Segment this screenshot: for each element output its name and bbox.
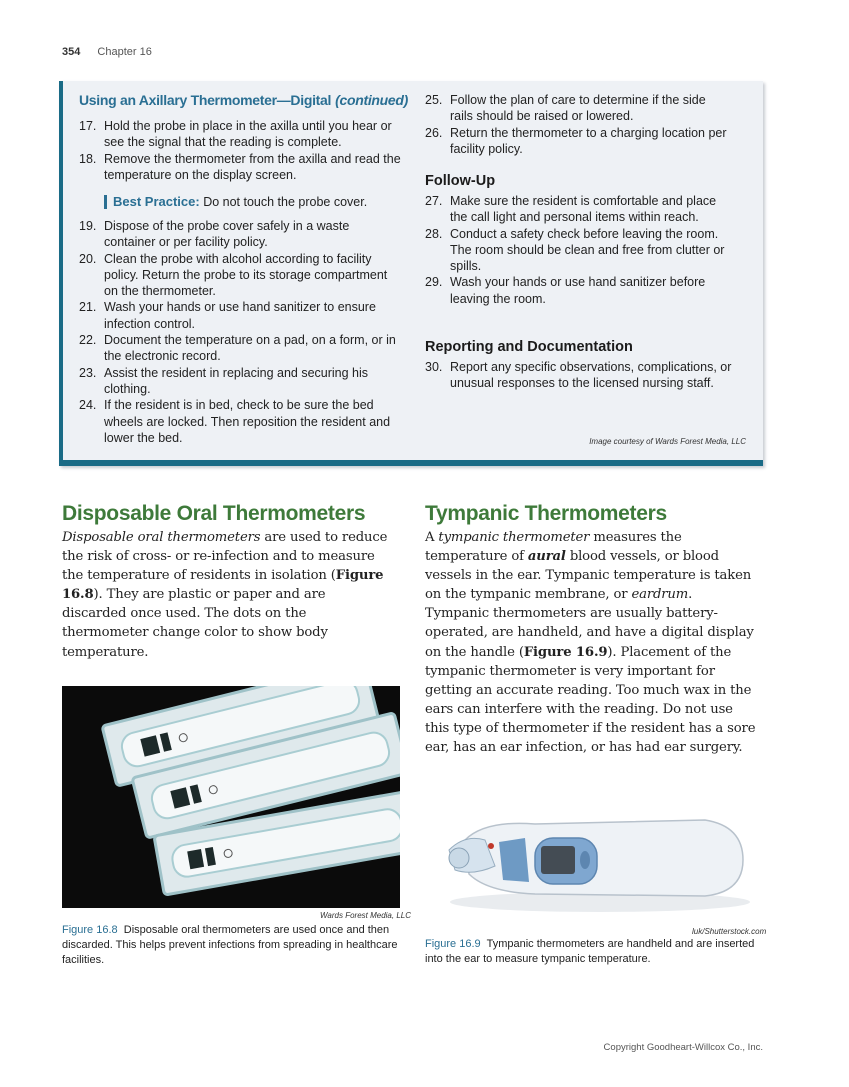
followup-heading: Follow-Up [425, 173, 496, 189]
step-number: 27. [425, 194, 443, 208]
text-run: blood vessels, or blood vessels in the ear. Tympanic temperature is taken on the tympanic membrane, or [425, 549, 752, 603]
step-number: 18. [79, 151, 97, 166]
steps-list-right-c [425, 359, 755, 392]
term: eardrum [631, 587, 689, 603]
steps-list-right-a [425, 92, 730, 157]
step-text: Dispose of the probe cover safely in a waste container or per facility policy. [104, 219, 350, 250]
step-item [79, 151, 401, 184]
step-number: 19. [79, 219, 97, 233]
step-item [425, 193, 730, 226]
caption-text: Tympanic thermometers are handheld and are inserted into the ear to measure tympanic temperature. [425, 938, 755, 965]
step-item [79, 299, 401, 332]
page-number: 354 [62, 46, 81, 58]
steps-list-right-b [425, 193, 730, 307]
figure-16-9-caption [425, 937, 763, 967]
steps-list-left-b [79, 218, 401, 446]
figure-label: Figure 16.8 [62, 924, 118, 936]
figure-reference: Figure 16.9 [523, 644, 608, 660]
paragraph-disposable [62, 528, 392, 662]
step-text: Follow the plan of care to determine if the side rails should be raised or lowered. [450, 93, 706, 124]
figure-16-8-credit: Wards Forest Media, LLC [320, 911, 411, 920]
step-item [425, 359, 755, 392]
step-text: Clean the probe with alcohol according to facility policy. Return the probe to its storage compartment on the thermometer. [104, 251, 388, 299]
step-text: Wash your hands or use hand sanitizer to ensure infection control. [104, 300, 376, 331]
step-number: 20. [79, 251, 97, 266]
step-text: Document the temperature on a pad, on a form, or in the electronic record. [104, 333, 396, 364]
disposable-thermometers-photo [62, 686, 400, 908]
step-text: If the resident is in bed, check to be sure the bed wheels are locked. Then reposition the resident and lower the bed. [104, 398, 391, 445]
copyright-footer: Copyright Goodheart-Willcox Co., Inc. [603, 1042, 763, 1053]
step-item [79, 332, 401, 365]
step-number: 28. [425, 226, 443, 241]
chapter-label: Chapter 16 [97, 46, 152, 58]
step-item [79, 118, 401, 151]
term: Disposable oral thermometers [62, 530, 261, 545]
step-text: Make sure the resident is comfortable and place the call light and personal items within reach. [450, 194, 717, 225]
text-run: measures the temperature of [425, 530, 682, 565]
figure-label: Figure 16.9 [425, 938, 481, 950]
steps-list-left-a [79, 118, 401, 183]
paragraph-tympanic [425, 528, 757, 757]
step-item [79, 251, 401, 300]
best-practice-label: Best Practice: [113, 194, 200, 209]
tympanic-thermometer-photo [425, 790, 763, 920]
figure-16-9-credit: luk/Shutterstock.com [692, 927, 767, 936]
step-number: 22. [79, 333, 97, 348]
step-item [79, 218, 401, 251]
best-practice-note [104, 195, 367, 209]
step-text: Remove the thermometer from the axilla and read the temperature on the display screen. [104, 151, 401, 182]
procedure-title-suffix: (continued) [335, 92, 409, 108]
figure-16-8-caption [62, 923, 400, 968]
step-text: Return the thermometer to a charging location per facility policy. [450, 125, 727, 156]
text-run: are used to reduce the risk of cross- or re-infection and to measure the temperature of residents in isolation ( [62, 530, 388, 584]
step-item [79, 365, 401, 398]
figure-reference: Figure 16.8 [62, 568, 384, 603]
step-number: 21. [79, 300, 97, 315]
step-number: 24. [79, 398, 97, 413]
step-number: 23. [79, 365, 97, 380]
step-text: Hold the probe in place in the axilla until you hear or see the signal that the reading is complete. [104, 119, 392, 150]
reporting-heading: Reporting and Documentation [425, 339, 633, 355]
page-header [62, 46, 152, 58]
step-number: 26. [425, 125, 443, 140]
step-item [425, 274, 730, 307]
step-item [79, 397, 401, 446]
term: tympanic thermometer [438, 530, 590, 545]
procedure-image-credit: Image courtesy of Wards Forest Media, LLC [589, 437, 746, 446]
caption-text: Disposable oral thermometers are used once and then discarded. This helps prevent infections from spreading in healthcare facilities. [62, 924, 398, 966]
best-practice-text: Do not touch the probe cover. [203, 195, 368, 209]
step-number: 29. [425, 275, 443, 290]
step-text: Conduct a safety check before leaving the room. The room should be clean and free from clutter or spills. [450, 226, 725, 274]
step-text: Report any specific observations, complications, or unusual responses to the licensed nursing staff. [450, 360, 732, 391]
section-heading-tympanic: Tympanic Thermometers [425, 502, 667, 525]
step-number: 25. [425, 93, 443, 107]
step-text: Wash your hands or use hand sanitizer before leaving the room. [450, 275, 706, 306]
procedure-title-text: Using an Axillary Thermometer—Digital [79, 92, 332, 108]
step-number: 30. [425, 360, 443, 374]
text-run: ). Placement of the tympanic thermometer is very important for getting an accurate reading. Too much wax in the ears can interfere with the reading. Do not use this type of thermometer if the resident has a sore ear, has an ear infection, or has had ear surgery. [425, 644, 756, 756]
text-run: ). They are plastic or paper and are discarded once used. The dots on the thermometer change color to show body temperature. [62, 587, 328, 660]
text-run: A [425, 530, 439, 545]
section-heading-disposable: Disposable Oral Thermometers [62, 502, 366, 525]
step-number: 17. [79, 119, 97, 133]
text-run: . Tympanic thermometers are usually battery-operated, are handheld, and have a digital display on the handle ( [425, 587, 754, 660]
step-item [425, 125, 730, 158]
step-item [425, 226, 730, 275]
step-text: Assist the resident in replacing and securing his clothing. [104, 365, 369, 396]
term-bold: aural [527, 549, 566, 565]
procedure-box-title [79, 92, 408, 108]
step-item [425, 92, 730, 125]
